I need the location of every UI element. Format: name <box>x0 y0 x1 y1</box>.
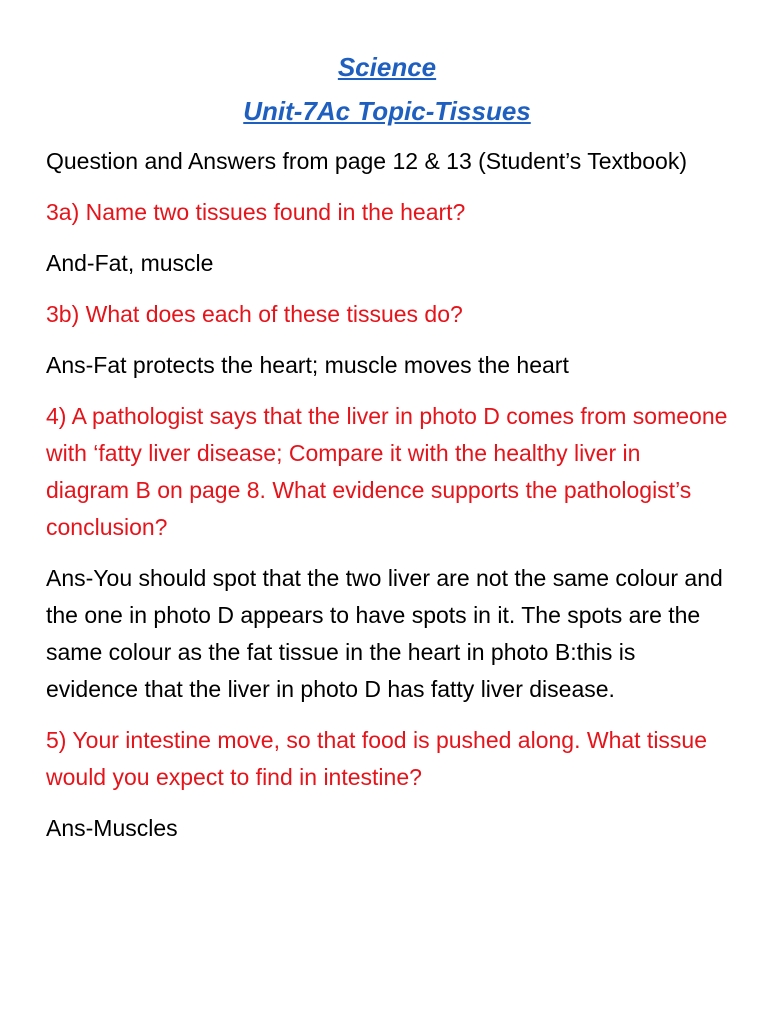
answer-3b: Ans-Fat protects the heart; muscle moves the heart <box>46 352 569 378</box>
answer-5: Ans-Muscles <box>46 815 178 841</box>
intro-text: Question and Answers from page 12 & 13 (Student’s Textbook) <box>46 148 687 174</box>
question-5: 5) Your intestine move, so that food is pushed along. What tissue would you expect to find in intestine? <box>46 727 708 790</box>
question-4: 4) A pathologist says that the liver in photo D comes from someone with ‘fatty liver disease; Compare it with the healthy liver in diagram B on page 8. What evidence supports the pathologist’s conclusion? <box>46 403 728 540</box>
answer-4: Ans-You should spot that the two liver are not the same colour and the one in photo D appears to have spots in it. The spots are the same colour as the fat tissue in the heart in photo B:this is evidence that the liver in photo D has fatty liver disease. <box>46 565 723 702</box>
question-3b: 3b) What does each of these tissues do? <box>46 301 463 327</box>
question-3a: 3a) Name two tissues found in the heart? <box>46 199 466 225</box>
answer-3a: And-Fat, muscle <box>46 250 214 276</box>
unit-topic-title: Unit-7Ac Topic-Tissues <box>243 96 531 126</box>
subject-title: Science <box>337 52 437 82</box>
